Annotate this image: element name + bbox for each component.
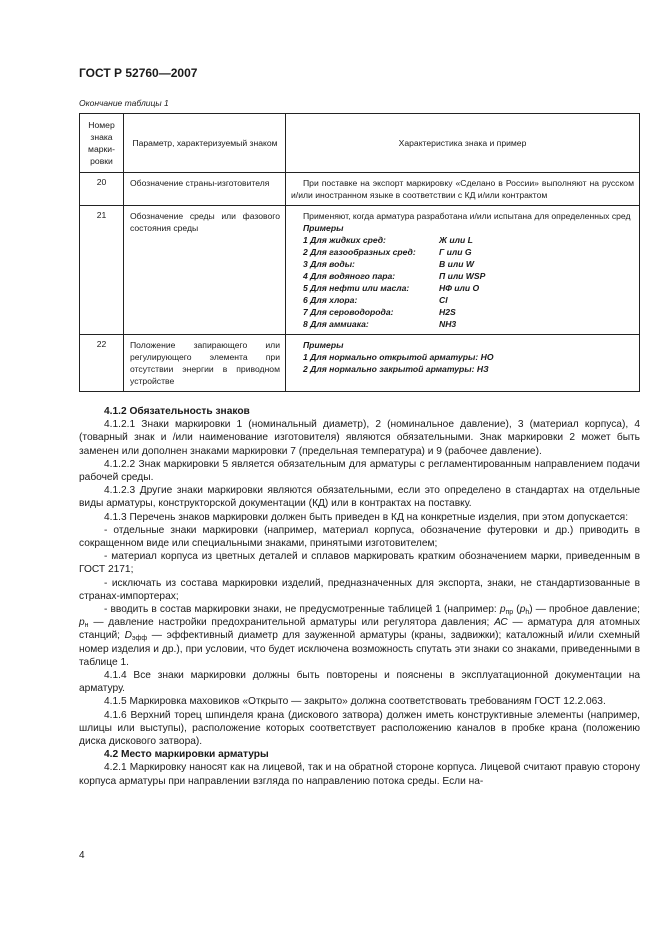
text-fragment: — давление настройки предохранительной арматуры или регулятора давления;: [88, 617, 495, 629]
paragraph: 4.1.2.3 Другие знаки маркировки являются обязательными, если это определено в стандартах на отдельные виды арматуры, конструкторской документации (КД) или в контрактах на поставку.: [79, 485, 640, 510]
list-item: [303, 306, 634, 318]
paragraph: 4.1.2.1 Знаки маркировки 1 (номинальный диаметр), 2 (номинальное давление), 3 (материал корпуса), 4 (товарный знак и /или наименование изготовителя) являются обязательными. Знак маркировки 2 может быть заменен или дополнен знаками маркировки 7 (предельная температура) и 9 (рабочее давление).: [79, 419, 640, 457]
subscript-h: h: [525, 609, 530, 617]
example-value: В или W: [439, 259, 474, 269]
example-label: 2 Для нормально закрытой арматуры:: [303, 364, 475, 374]
row-characteristic: При поставке на экспорт маркировку «Сделано в России» выполняют на русском и/или иностранном языке в соответствии с КД и/или контрактом: [286, 173, 640, 206]
symbol-p: p: [499, 604, 506, 616]
paragraph: 4.1.4 Все знаки маркировки должны быть повторены и пояснены в эксплуатационной документации на арматуру.: [79, 670, 640, 695]
document-code: ГОСТ Р 52760—2007: [79, 66, 198, 80]
text-fragment: — эффективный диаметр для зауженной арматуры (краны, задвижки); каталожный и/или схемный номер изделия и др.), при условии, что будет исключена возможность спутать эти знаки со знаками, приведенными в таблице 1.: [79, 630, 640, 668]
example-value: Ж или L: [439, 235, 473, 245]
list-item: [303, 270, 634, 282]
list-item: [303, 246, 634, 258]
col-header-number: [80, 114, 124, 173]
symbol-ac: АС: [494, 617, 508, 629]
document-body: [79, 405, 640, 788]
example-label: 2 Для газообразных сред:: [303, 247, 416, 257]
row-parameter: Обозначение среды или фазового состояния среды: [124, 206, 286, 335]
subscript-n: н: [84, 622, 89, 630]
col-header-characteristic-text: Характеристика знака и пример: [398, 138, 527, 148]
example-value: Г или G: [439, 247, 472, 257]
example-value: П или WSP: [439, 271, 486, 281]
subscript-pr: пр: [505, 609, 514, 617]
text-fragment: — арматура для атомных станций;: [79, 617, 641, 642]
table-row: [80, 206, 640, 335]
text-fragment: ) — пробное давление;: [529, 604, 640, 616]
example-value: H2S: [439, 307, 456, 317]
list-item: - отдельные знаки маркировки (например, материал корпуса, обозначение футеровки и др.) приводить в сокращенном виде или специальными знаками, принятыми изготовителем;: [79, 524, 640, 550]
example-value: Cl: [439, 295, 448, 305]
text-fragment: (: [513, 604, 520, 616]
paragraph: 4.1.3 Перечень знаков маркировки должен быть приведен в КД на конкретные изделия, при этом допускается:: [104, 511, 629, 523]
row-number: 22: [80, 335, 124, 392]
symbol-p: p: [519, 604, 526, 616]
example-value: NH3: [439, 319, 457, 329]
list-item: [303, 258, 634, 270]
example-value: НО: [480, 352, 494, 362]
table-row: [80, 173, 640, 206]
text-fragment: - вводить в состав маркировки знаки, не предусмотренные таблицей 1 (например:: [104, 604, 500, 616]
example-label: 7 Для сероводорода:: [303, 307, 394, 317]
col-header-parameter-text: Параметр, характеризуемый знаком: [132, 138, 278, 148]
example-value: НФ или O: [439, 283, 480, 293]
examples-title: Примеры: [303, 340, 344, 350]
row-number: 21: [80, 206, 124, 335]
row-description: Применяют, когда арматура разработана и/или испытана для определенных сред: [303, 211, 631, 221]
row-number: 20: [80, 173, 124, 206]
example-label: 8 Для аммиака:: [303, 319, 369, 329]
symbol-p: p: [79, 617, 85, 629]
col-header-number-text: Номер знака марки-ровки: [88, 120, 115, 166]
col-header-parameter: [124, 114, 286, 173]
subscript-eff: эфф: [132, 635, 148, 643]
page-number: 4: [79, 850, 85, 861]
example-label: 3 Для воды:: [303, 259, 355, 269]
row-characteristic: [286, 206, 640, 335]
list-item: [303, 351, 634, 363]
example-value: НЗ: [476, 364, 489, 374]
paragraph: 4.1.2.2 Знак маркировки 5 является обязательным для арматуры с регламентированным направлением подачи рабочей среды.: [79, 458, 640, 484]
paragraph: 4.2.1 Маркировку наносят как на лицевой, так и на обратной стороне корпуса. Лицевой считают правую сторону корпуса арматуры при направлении взгляда по направлению потока среды. Если на-: [79, 762, 640, 787]
example-label: 6 Для хлора:: [303, 295, 358, 305]
example-label: 1 Для нормально открытой арматуры:: [303, 352, 479, 362]
paragraph: 4.1.6 Верхний торец шпинделя крана (дискового затвора) должен иметь конструктивные элементы (например, шлицы или выступы), расположение которых соответствует расположению каналов в пробке крана (положению диска дискового затвора).: [79, 709, 640, 748]
list-item: [79, 603, 640, 669]
list-item: [303, 234, 634, 246]
examples-list: [291, 234, 634, 330]
list-item: [303, 318, 634, 330]
section-heading: 4.2 Место маркировки арматуры: [104, 749, 269, 761]
list-item: [303, 363, 634, 375]
section-heading: 4.1.2 Обязательность знаков: [104, 406, 250, 417]
example-label: 1 Для жидких сред:: [303, 235, 386, 245]
example-label: 5 Для нефти или масла:: [303, 283, 410, 293]
list-item: - материал корпуса из цветных деталей и сплавов маркировать кратким обозначением марки, приведенным в ГОСТ 2171;: [79, 551, 640, 576]
list-item: - исключать из состава маркировки изделий, предназначенных для экспорта, знаки, не стандартизованные в странах-импортерах;: [79, 577, 640, 602]
symbol-d: D: [124, 630, 133, 642]
table-row: [80, 335, 640, 392]
example-label: 4 Для водяного пара:: [303, 271, 396, 281]
row-parameter: Положение запирающего или регулирующего элемента при отсутствии энергии в приводном устройстве: [124, 335, 286, 392]
examples-list: [291, 351, 634, 375]
col-header-characteristic: [286, 114, 640, 173]
marking-table: [79, 113, 640, 392]
row-characteristic: [286, 335, 640, 392]
paragraph: 4.1.5 Маркировка маховиков «Открыто — закрыто» должна соответствовать требованиям ГОСТ 12.2.063.: [104, 696, 606, 708]
examples-title: Примеры: [303, 223, 344, 233]
table-caption: Окончание таблицы 1: [79, 98, 169, 108]
list-item: [303, 282, 634, 294]
list-item: [303, 294, 634, 306]
table-header-row: [80, 114, 640, 173]
row-parameter: Обозначение страны-изготовителя: [124, 173, 286, 206]
